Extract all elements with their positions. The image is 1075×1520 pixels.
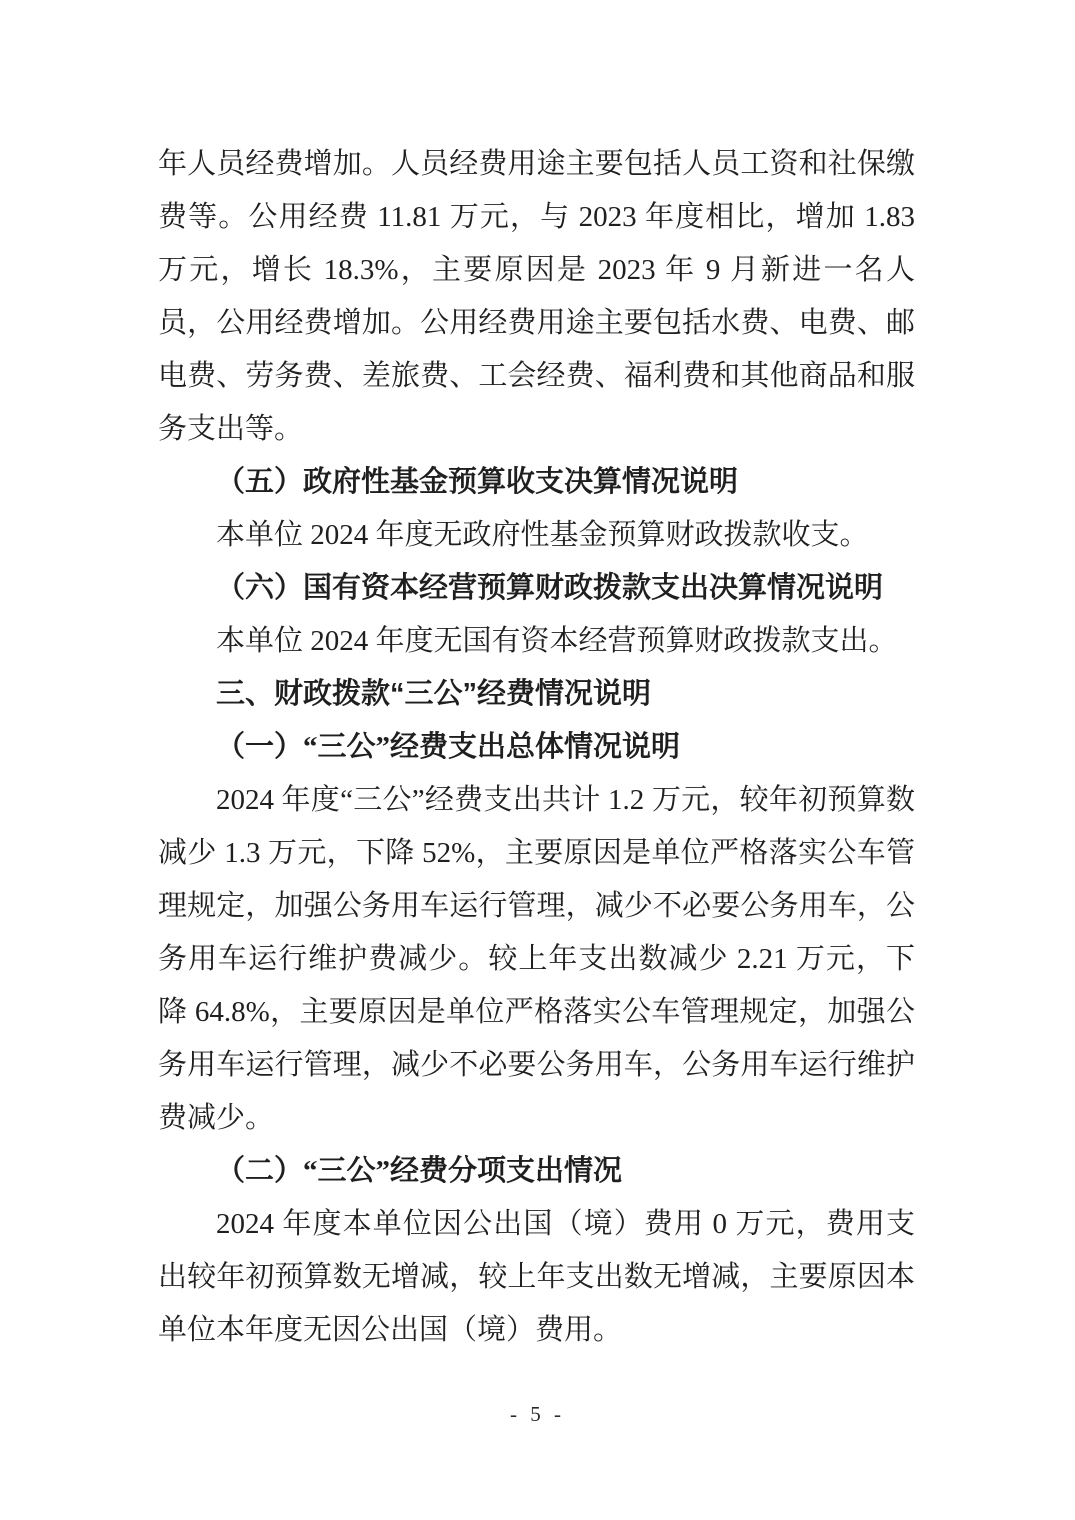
document-body bbox=[158, 138, 915, 1357]
heading-subsection-1: （一）“三公”经费支出总体情况说明 bbox=[216, 731, 681, 763]
heading-part-3: 三、财政拨款“三公”经费情况说明 bbox=[216, 678, 652, 710]
heading-subsection-2: （二）“三公”经费分项支出情况 bbox=[216, 1155, 623, 1187]
paragraph-subsection-1: 2024 年度“三公”经费支出共计 1.2 万元，较年初预算数减少 1.3 万元，下降 52%，主要原因是单位严格落实公车管理规定，加强公务用车运行管理，减少不必要公务用车，公务用车运行维护费减少。较上年支出数减少 2.21 万元，下降 64.8%，主要原因是单位严格落实公车管理规定，加强公务用车运行管理，减少不必要公务用车，公务用车运行维护费减少。 bbox=[158, 784, 915, 1134]
page-number: - 5 - bbox=[510, 1402, 565, 1426]
heading-section-5: （五）政府性基金预算收支决算情况说明 bbox=[216, 466, 739, 498]
paragraph-carryover: 年人员经费增加。人员经费用途主要包括人员工资和社保缴费等。公用经费 11.81 万元，与 2023 年度相比，增加 1.83 万元，增长 18.3%，主要原因是 2023 年 9 月新进一名人员，公用经费增加。公用经费用途主要包括水费、电费、邮电费、劳务费、差旅费、工会经费、福利费和其他商品和服务支出等。 bbox=[158, 148, 915, 445]
paragraph-section-5: 本单位 2024 年度无政府性基金预算财政拨款收支。 bbox=[216, 519, 869, 551]
heading-section-6: （六）国有资本经营预算财政拨款支出决算情况说明 bbox=[216, 572, 884, 604]
paragraph-section-6: 本单位 2024 年度无国有资本经营预算财政拨款支出。 bbox=[216, 625, 898, 657]
paragraph-subsection-2: 2024 年度本单位因公出国（境）费用 0 万元，费用支出较年初预算数无增减，较上年支出数无增减，主要原因本单位本年度无因公出国（境）费用。 bbox=[158, 1208, 915, 1346]
